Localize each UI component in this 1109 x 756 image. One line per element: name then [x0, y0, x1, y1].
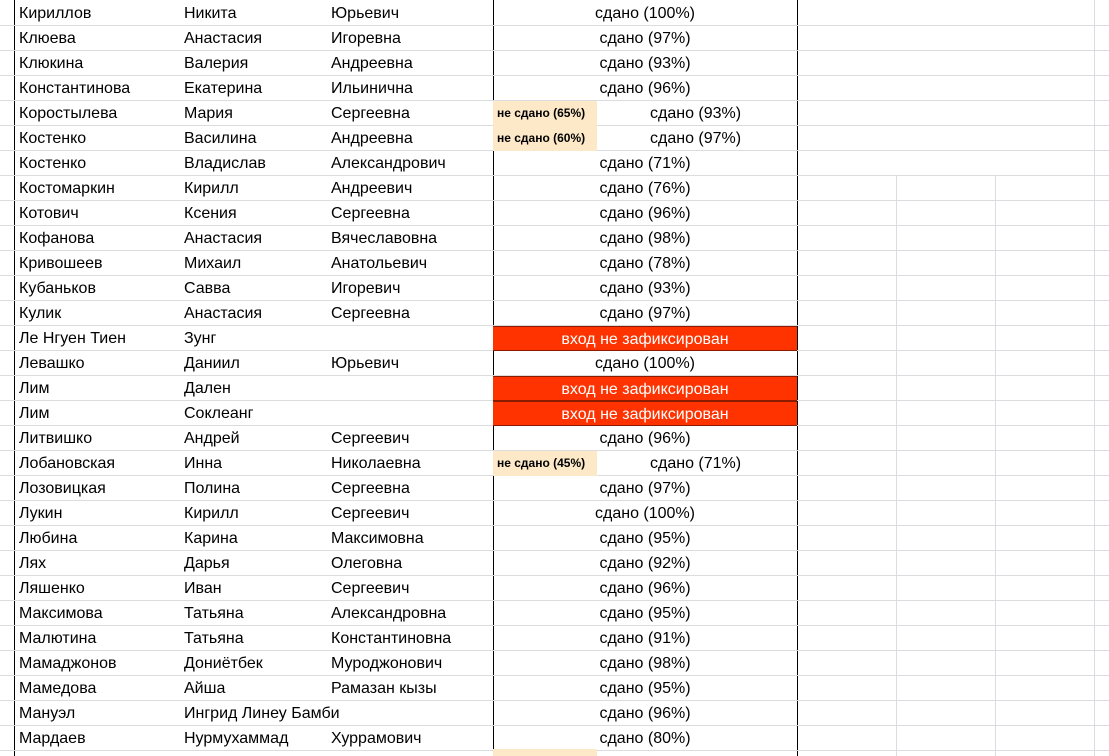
- table-row: [0, 376, 1109, 401]
- last-name-cell[interactable]: Мамаджонов: [19, 655, 117, 672]
- last-name-cell[interactable]: Кубаньков: [19, 280, 96, 297]
- middle-name-cell[interactable]: Рамазан кызы: [331, 680, 437, 697]
- status-cell[interactable]: сдано (71%): [599, 155, 691, 172]
- status-cell[interactable]: сдано (100%): [595, 505, 695, 522]
- last-name-cell[interactable]: Ле Нгуен Тиен: [19, 330, 126, 347]
- first-name-cell[interactable]: Дален: [184, 380, 231, 397]
- last-name-cell[interactable]: Лобановская: [19, 455, 116, 472]
- status-alert-cell[interactable]: вход не зафиксирован: [493, 376, 797, 401]
- middle-name-cell[interactable]: Хуррамович: [331, 730, 422, 747]
- table-row: [0, 351, 1109, 376]
- first-name-cell[interactable]: Даниил: [184, 355, 240, 372]
- partial-cell: [493, 749, 597, 756]
- middle-name-cell[interactable]: Сергеевна: [331, 205, 410, 222]
- first-name-cell[interactable]: Анастасия: [184, 305, 263, 322]
- status-cell[interactable]: сдано (97%): [599, 30, 691, 47]
- first-name-cell[interactable]: Мария: [184, 105, 233, 122]
- table-row: [0, 176, 1109, 201]
- status-cell[interactable]: сдано (95%): [599, 680, 691, 697]
- middle-name-cell[interactable]: [331, 401, 493, 426]
- last-name-cell[interactable]: Максимова: [19, 605, 103, 622]
- status-cell[interactable]: сдано (95%): [599, 530, 691, 547]
- table-row: [0, 276, 1109, 301]
- middle-name-cell[interactable]: Сергеевна: [331, 480, 410, 497]
- not-passed-badge[interactable]: не сдано (65%): [493, 101, 597, 126]
- last-name-cell[interactable]: Лим: [19, 380, 50, 397]
- table-row: [0, 526, 1109, 551]
- status-cell[interactable]: сдано (76%): [599, 180, 691, 197]
- first-name-cell[interactable]: Ингрид Линеу Бамби: [184, 705, 340, 722]
- middle-name-cell[interactable]: Сергеевич: [331, 430, 410, 447]
- middle-name-cell[interactable]: Вячеславовна: [331, 230, 438, 247]
- last-name-cell[interactable]: Кириллов: [19, 5, 92, 22]
- middle-name-cell[interactable]: Муроджонович: [331, 655, 443, 672]
- middle-name-cell[interactable]: Анатольевич: [331, 255, 428, 272]
- first-name-cell[interactable]: Зунг: [184, 330, 217, 347]
- status-cell[interactable]: сдано (98%): [599, 230, 691, 247]
- last-name-cell[interactable]: Кулик: [19, 305, 62, 322]
- table-row: [0, 251, 1109, 276]
- last-name-cell[interactable]: Кофанова: [19, 230, 95, 247]
- first-name-cell[interactable]: Айша: [184, 680, 226, 697]
- table-row: [0, 201, 1109, 226]
- first-name-cell[interactable]: Савва: [184, 280, 231, 297]
- status-cell[interactable]: сдано (93%): [650, 105, 742, 122]
- last-name-cell[interactable]: Клюкина: [19, 55, 84, 72]
- first-name-cell[interactable]: Андрей: [184, 430, 240, 447]
- table-row: [0, 601, 1109, 626]
- first-name-cell[interactable]: Кирилл: [184, 180, 239, 197]
- status-cell[interactable]: сдано (93%): [599, 280, 691, 297]
- status-cell[interactable]: сдано (97%): [599, 305, 691, 322]
- table-row: [0, 26, 1109, 51]
- status-cell[interactable]: сдано (95%): [599, 605, 691, 622]
- first-name-cell[interactable]: Василина: [184, 130, 257, 147]
- table-row: [0, 626, 1109, 651]
- first-name-cell[interactable]: Татьяна: [184, 605, 244, 622]
- table-row: [0, 701, 1109, 726]
- table-row: [0, 1, 1109, 26]
- table-row: [0, 476, 1109, 501]
- middle-name-cell[interactable]: Юрьевич: [331, 355, 400, 372]
- middle-name-cell[interactable]: Игоревич: [331, 280, 401, 297]
- table-row: [0, 326, 1109, 351]
- table-row: [0, 576, 1109, 601]
- last-name-cell[interactable]: Лях: [19, 555, 47, 572]
- table-row: [0, 76, 1109, 101]
- table-row: [0, 151, 1109, 176]
- status-cell[interactable]: сдано (100%): [595, 5, 695, 22]
- first-name-cell[interactable]: Дониётбек: [184, 655, 263, 672]
- last-name-cell[interactable]: Константинова: [19, 80, 131, 97]
- status-alert-cell[interactable]: вход не зафиксирован: [493, 401, 797, 426]
- table-row: [0, 676, 1109, 701]
- status-cell[interactable]: сдано (93%): [599, 55, 691, 72]
- middle-name-cell[interactable]: Николаевна: [331, 455, 421, 472]
- status-cell[interactable]: сдано (98%): [599, 655, 691, 672]
- middle-name-cell[interactable]: Сергеевич: [331, 505, 410, 522]
- middle-name-cell[interactable]: Константиновна: [331, 630, 452, 647]
- first-name-cell[interactable]: Татьяна: [184, 630, 244, 647]
- first-name-cell[interactable]: Дарья: [184, 555, 230, 572]
- middle-name-cell[interactable]: Александрович: [331, 155, 446, 172]
- middle-name-cell[interactable]: Андреевна: [331, 55, 413, 72]
- status-alert-cell[interactable]: вход не зафиксирован: [493, 326, 797, 351]
- first-name-cell[interactable]: Карина: [184, 530, 238, 547]
- table-row: [0, 551, 1109, 576]
- last-name-cell[interactable]: Лозовицкая: [19, 480, 106, 497]
- status-cell[interactable]: сдано (96%): [599, 705, 691, 722]
- table-row: [0, 126, 1109, 151]
- first-name-cell[interactable]: Нурмухаммад: [184, 730, 289, 747]
- first-name-cell[interactable]: Валерия: [184, 55, 249, 72]
- first-name-cell[interactable]: Михаил: [184, 255, 242, 272]
- status-cell[interactable]: сдано (96%): [599, 80, 691, 97]
- last-name-cell[interactable]: Костомаркин: [19, 180, 115, 197]
- middle-name-cell[interactable]: Андреевна: [331, 130, 413, 147]
- status-cell[interactable]: сдано (91%): [599, 630, 691, 647]
- table-row: [0, 101, 1109, 126]
- table-row: [0, 726, 1109, 751]
- last-name-cell[interactable]: Костенко: [19, 155, 87, 172]
- first-name-cell[interactable]: Екатерина: [184, 80, 263, 97]
- middle-name-cell[interactable]: Олеговна: [331, 555, 403, 572]
- last-name-cell[interactable]: Мануэл: [19, 705, 76, 722]
- middle-name-cell[interactable]: Сергеевич: [331, 580, 410, 597]
- table-row: [0, 51, 1109, 76]
- middle-name-cell[interactable]: Юрьевич: [331, 5, 400, 22]
- last-name-cell[interactable]: Коростылева: [19, 105, 118, 122]
- table-row: [0, 226, 1109, 251]
- status-cell[interactable]: сдано (97%): [650, 130, 742, 147]
- first-name-cell[interactable]: Соклеанг: [184, 405, 254, 422]
- status-cell[interactable]: сдано (96%): [599, 205, 691, 222]
- middle-name-cell[interactable]: [331, 376, 493, 401]
- table-row: [0, 401, 1109, 426]
- first-name-cell[interactable]: Иван: [184, 580, 222, 597]
- table-row: [0, 651, 1109, 676]
- first-name-cell[interactable]: Владислав: [184, 155, 266, 172]
- status-cell[interactable]: сдано (96%): [599, 580, 691, 597]
- middle-name-cell[interactable]: Александровна: [331, 605, 447, 622]
- table-row: [0, 426, 1109, 451]
- first-name-cell[interactable]: Анастасия: [184, 230, 263, 247]
- last-name-cell[interactable]: Лукин: [19, 505, 63, 522]
- last-name-cell[interactable]: Клюева: [19, 30, 76, 47]
- middle-name-cell[interactable]: Андреевич: [331, 180, 413, 197]
- status-cell[interactable]: сдано (71%): [650, 455, 742, 472]
- status-cell[interactable]: сдано (97%): [599, 480, 691, 497]
- status-cell[interactable]: сдано (96%): [599, 430, 691, 447]
- middle-name-cell[interactable]: Ильинична: [331, 80, 413, 97]
- last-name-cell[interactable]: Лим: [19, 405, 50, 422]
- last-name-cell[interactable]: Мамедова: [19, 680, 97, 697]
- table-row: [0, 501, 1109, 526]
- middle-name-cell[interactable]: [331, 701, 493, 726]
- table-row: [0, 301, 1109, 326]
- last-name-cell[interactable]: Костенко: [19, 130, 87, 147]
- middle-name-cell[interactable]: Сергеевна: [331, 105, 410, 122]
- status-cell[interactable]: сдано (80%): [599, 730, 691, 747]
- table-row: [0, 451, 1109, 476]
- last-name-cell[interactable]: Кривошеев: [19, 255, 103, 272]
- last-name-cell[interactable]: Левашко: [19, 355, 85, 372]
- not-passed-badge[interactable]: не сдано (60%): [493, 126, 597, 151]
- status-cell[interactable]: сдано (92%): [599, 555, 691, 572]
- last-name-cell[interactable]: Ляшенко: [19, 580, 85, 597]
- middle-name-cell[interactable]: Игоревна: [331, 30, 401, 47]
- not-passed-badge[interactable]: не сдано (45%): [493, 451, 597, 476]
- first-name-cell[interactable]: Полина: [184, 480, 241, 497]
- last-name-cell[interactable]: Мардаев: [19, 730, 86, 747]
- middle-name-cell[interactable]: [331, 326, 493, 351]
- middle-name-cell[interactable]: Сергеевна: [331, 305, 410, 322]
- first-name-cell[interactable]: Ксения: [184, 205, 237, 222]
- last-name-cell[interactable]: Малютина: [19, 630, 97, 647]
- first-name-cell[interactable]: Инна: [184, 455, 223, 472]
- middle-name-cell[interactable]: Максимовна: [331, 530, 424, 547]
- first-name-cell[interactable]: Никита: [184, 5, 237, 22]
- first-name-cell[interactable]: Анастасия: [184, 30, 263, 47]
- status-cell[interactable]: сдано (100%): [595, 355, 695, 372]
- last-name-cell[interactable]: Литвишко: [19, 430, 93, 447]
- status-cell[interactable]: сдано (78%): [599, 255, 691, 272]
- last-name-cell[interactable]: Любина: [19, 530, 78, 547]
- first-name-cell[interactable]: Кирилл: [184, 505, 239, 522]
- last-name-cell[interactable]: Котович: [19, 205, 79, 222]
